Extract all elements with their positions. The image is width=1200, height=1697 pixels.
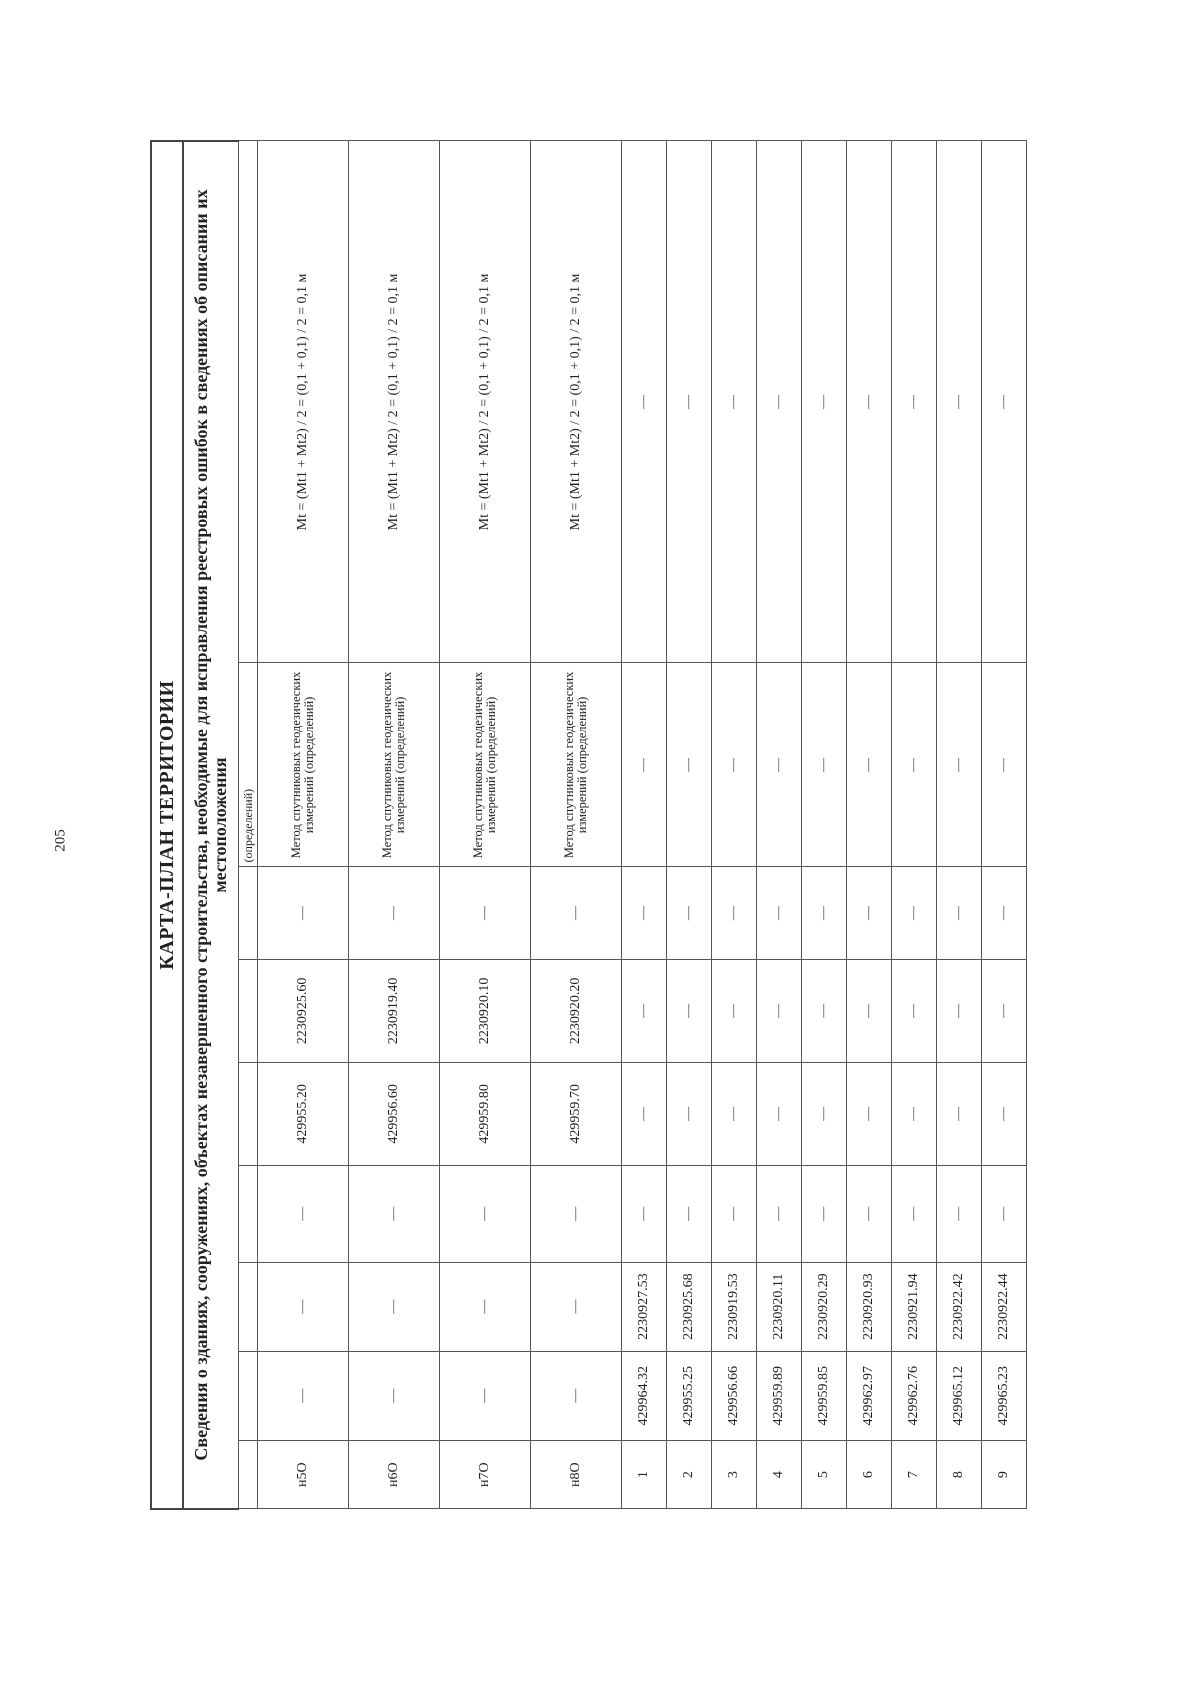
old-x-cell: 429959.85 bbox=[802, 1351, 847, 1440]
col4-cell: — bbox=[802, 1165, 847, 1262]
table-row bbox=[847, 141, 892, 1509]
col7-cell: — bbox=[712, 867, 757, 959]
new-y-cell: — bbox=[982, 959, 1027, 1062]
new-y-cell: 2230920.10 bbox=[440, 959, 531, 1062]
new-y-cell: — bbox=[622, 959, 667, 1062]
accuracy-cell: Mt = (Mt1 + Mt2) / 2 = (0,1 + 0,1) / 2 = 0,1 м bbox=[349, 141, 440, 663]
new-y-cell: 2230919.40 bbox=[349, 959, 440, 1062]
old-x-cell: — bbox=[258, 1351, 349, 1440]
col4-cell: — bbox=[712, 1165, 757, 1262]
col7-cell: — bbox=[258, 867, 349, 959]
table-row bbox=[258, 141, 349, 1509]
accuracy-cell: — bbox=[892, 141, 937, 663]
col4-cell: — bbox=[892, 1165, 937, 1262]
carryover-text: (определений) bbox=[239, 663, 258, 867]
accuracy-cell: Mt = (Mt1 + Mt2) / 2 = (0,1 + 0,1) / 2 = 0,1 м bbox=[531, 141, 622, 663]
point-name: н5О bbox=[258, 1440, 349, 1509]
point-name: 3 bbox=[712, 1440, 757, 1509]
table-row bbox=[757, 141, 802, 1509]
point-name: 1 bbox=[622, 1440, 667, 1509]
col7-cell: — bbox=[622, 867, 667, 959]
accuracy-cell: Mt = (Mt1 + Mt2) / 2 = (0,1 + 0,1) / 2 = 0,1 м bbox=[258, 141, 349, 663]
col4-cell: — bbox=[440, 1165, 531, 1262]
method-cell: — bbox=[757, 663, 802, 867]
old-y-cell: 2230920.11 bbox=[757, 1262, 802, 1351]
new-x-cell: — bbox=[712, 1062, 757, 1165]
col4-cell: — bbox=[982, 1165, 1027, 1262]
table-row bbox=[440, 141, 531, 1509]
point-name: 7 bbox=[892, 1440, 937, 1509]
old-x-cell: 429965.12 bbox=[937, 1351, 982, 1440]
accuracy-cell: — bbox=[847, 141, 892, 663]
point-name: 8 bbox=[937, 1440, 982, 1509]
method-cell: Метод спутниковых геодезических измерений (определений) bbox=[440, 663, 531, 867]
point-name: 6 bbox=[847, 1440, 892, 1509]
new-y-cell: — bbox=[847, 959, 892, 1062]
table-row bbox=[982, 141, 1027, 1509]
new-x-cell: — bbox=[757, 1062, 802, 1165]
col4-cell: — bbox=[531, 1165, 622, 1262]
new-x-cell: 429959.80 bbox=[440, 1062, 531, 1165]
table-row bbox=[667, 141, 712, 1509]
accuracy-cell: — bbox=[757, 141, 802, 663]
col4-cell: — bbox=[757, 1165, 802, 1262]
method-cell: Метод спутниковых геодезических измерений (определений) bbox=[349, 663, 440, 867]
new-x-cell: — bbox=[802, 1062, 847, 1165]
old-y-cell: 2230919.53 bbox=[712, 1262, 757, 1351]
carryover-row bbox=[239, 141, 258, 1509]
accuracy-cell: — bbox=[937, 141, 982, 663]
old-y-cell: — bbox=[531, 1262, 622, 1351]
document-title: КАРТА-ПЛАН ТЕРРИТОРИИ bbox=[151, 141, 183, 1509]
new-y-cell: — bbox=[802, 959, 847, 1062]
table-row bbox=[937, 141, 982, 1509]
new-y-cell: — bbox=[667, 959, 712, 1062]
col4-cell: — bbox=[349, 1165, 440, 1262]
old-y-cell: 2230920.29 bbox=[802, 1262, 847, 1351]
col7-cell: — bbox=[802, 867, 847, 959]
point-name: 9 bbox=[982, 1440, 1027, 1509]
old-x-cell: 429965.23 bbox=[982, 1351, 1027, 1440]
old-y-cell: — bbox=[440, 1262, 531, 1351]
new-y-cell: — bbox=[757, 959, 802, 1062]
new-x-cell: — bbox=[667, 1062, 712, 1165]
old-x-cell: 429959.89 bbox=[757, 1351, 802, 1440]
accuracy-cell: — bbox=[802, 141, 847, 663]
method-cell: — bbox=[937, 663, 982, 867]
col4-cell: — bbox=[258, 1165, 349, 1262]
old-y-cell: — bbox=[349, 1262, 440, 1351]
point-name: н7О bbox=[440, 1440, 531, 1509]
table-row bbox=[802, 141, 847, 1509]
table-row bbox=[712, 141, 757, 1509]
table-row bbox=[892, 141, 937, 1509]
new-y-cell: 2230925.60 bbox=[258, 959, 349, 1062]
accuracy-cell: Mt = (Mt1 + Mt2) / 2 = (0,1 + 0,1) / 2 = 0,1 м bbox=[440, 141, 531, 663]
old-y-cell: 2230921.94 bbox=[892, 1262, 937, 1351]
page-number: 205 bbox=[52, 829, 69, 852]
old-x-cell: 429956.66 bbox=[712, 1351, 757, 1440]
col7-cell: — bbox=[667, 867, 712, 959]
method-cell: — bbox=[667, 663, 712, 867]
method-cell: — bbox=[622, 663, 667, 867]
new-y-cell: — bbox=[937, 959, 982, 1062]
new-y-cell: 2230920.20 bbox=[531, 959, 622, 1062]
col7-cell: — bbox=[982, 867, 1027, 959]
method-cell: Метод спутниковых геодезических измерений (определений) bbox=[258, 663, 349, 867]
method-cell: — bbox=[982, 663, 1027, 867]
old-x-cell: — bbox=[349, 1351, 440, 1440]
point-name: 4 bbox=[757, 1440, 802, 1509]
old-x-cell: 429962.76 bbox=[892, 1351, 937, 1440]
table-row bbox=[531, 141, 622, 1509]
col7-cell: — bbox=[757, 867, 802, 959]
col7-cell: — bbox=[440, 867, 531, 959]
point-name: 5 bbox=[802, 1440, 847, 1509]
method-cell: Метод спутниковых геодезических измерений (определений) bbox=[531, 663, 622, 867]
new-y-cell: — bbox=[892, 959, 937, 1062]
accuracy-cell: — bbox=[982, 141, 1027, 663]
col4-cell: — bbox=[622, 1165, 667, 1262]
old-x-cell: 429964.32 bbox=[622, 1351, 667, 1440]
old-y-cell: — bbox=[258, 1262, 349, 1351]
old-x-cell: 429962.97 bbox=[847, 1351, 892, 1440]
new-x-cell: — bbox=[982, 1062, 1027, 1165]
territory-map-table bbox=[150, 140, 1027, 1510]
old-x-cell: — bbox=[531, 1351, 622, 1440]
point-name: н6О bbox=[349, 1440, 440, 1509]
col7-cell: — bbox=[349, 867, 440, 959]
col7-cell: — bbox=[937, 867, 982, 959]
old-y-cell: 2230925.68 bbox=[667, 1262, 712, 1351]
new-x-cell: — bbox=[622, 1062, 667, 1165]
old-x-cell: 429955.25 bbox=[667, 1351, 712, 1440]
new-x-cell: — bbox=[937, 1062, 982, 1165]
accuracy-cell: — bbox=[667, 141, 712, 663]
new-x-cell: 429956.60 bbox=[349, 1062, 440, 1165]
method-cell: — bbox=[712, 663, 757, 867]
col4-cell: — bbox=[667, 1165, 712, 1262]
method-cell: — bbox=[892, 663, 937, 867]
method-cell: — bbox=[802, 663, 847, 867]
document-subtitle: Сведения о зданиях, сооружениях, объектах незавершенного строительства, необходимые для исправления реестровых ошибок в сведениях об описании их местоположения bbox=[183, 141, 239, 1509]
new-x-cell: 429959.70 bbox=[531, 1062, 622, 1165]
old-y-cell: 2230920.93 bbox=[847, 1262, 892, 1351]
table-row bbox=[622, 141, 667, 1509]
col4-cell: — bbox=[847, 1165, 892, 1262]
col4-cell: — bbox=[937, 1165, 982, 1262]
point-name: н8О bbox=[531, 1440, 622, 1509]
new-x-cell: — bbox=[892, 1062, 937, 1165]
old-y-cell: 2230922.42 bbox=[937, 1262, 982, 1351]
accuracy-cell: — bbox=[622, 141, 667, 663]
old-y-cell: 2230927.53 bbox=[622, 1262, 667, 1351]
new-x-cell: — bbox=[847, 1062, 892, 1165]
new-x-cell: 429955.20 bbox=[258, 1062, 349, 1165]
accuracy-cell: — bbox=[712, 141, 757, 663]
col7-cell: — bbox=[531, 867, 622, 959]
rotated-sheet bbox=[150, 140, 1055, 1510]
col7-cell: — bbox=[847, 867, 892, 959]
old-x-cell: — bbox=[440, 1351, 531, 1440]
table-row bbox=[349, 141, 440, 1509]
col7-cell: — bbox=[892, 867, 937, 959]
method-cell: — bbox=[847, 663, 892, 867]
old-y-cell: 2230922.44 bbox=[982, 1262, 1027, 1351]
point-name: 2 bbox=[667, 1440, 712, 1509]
new-y-cell: — bbox=[712, 959, 757, 1062]
